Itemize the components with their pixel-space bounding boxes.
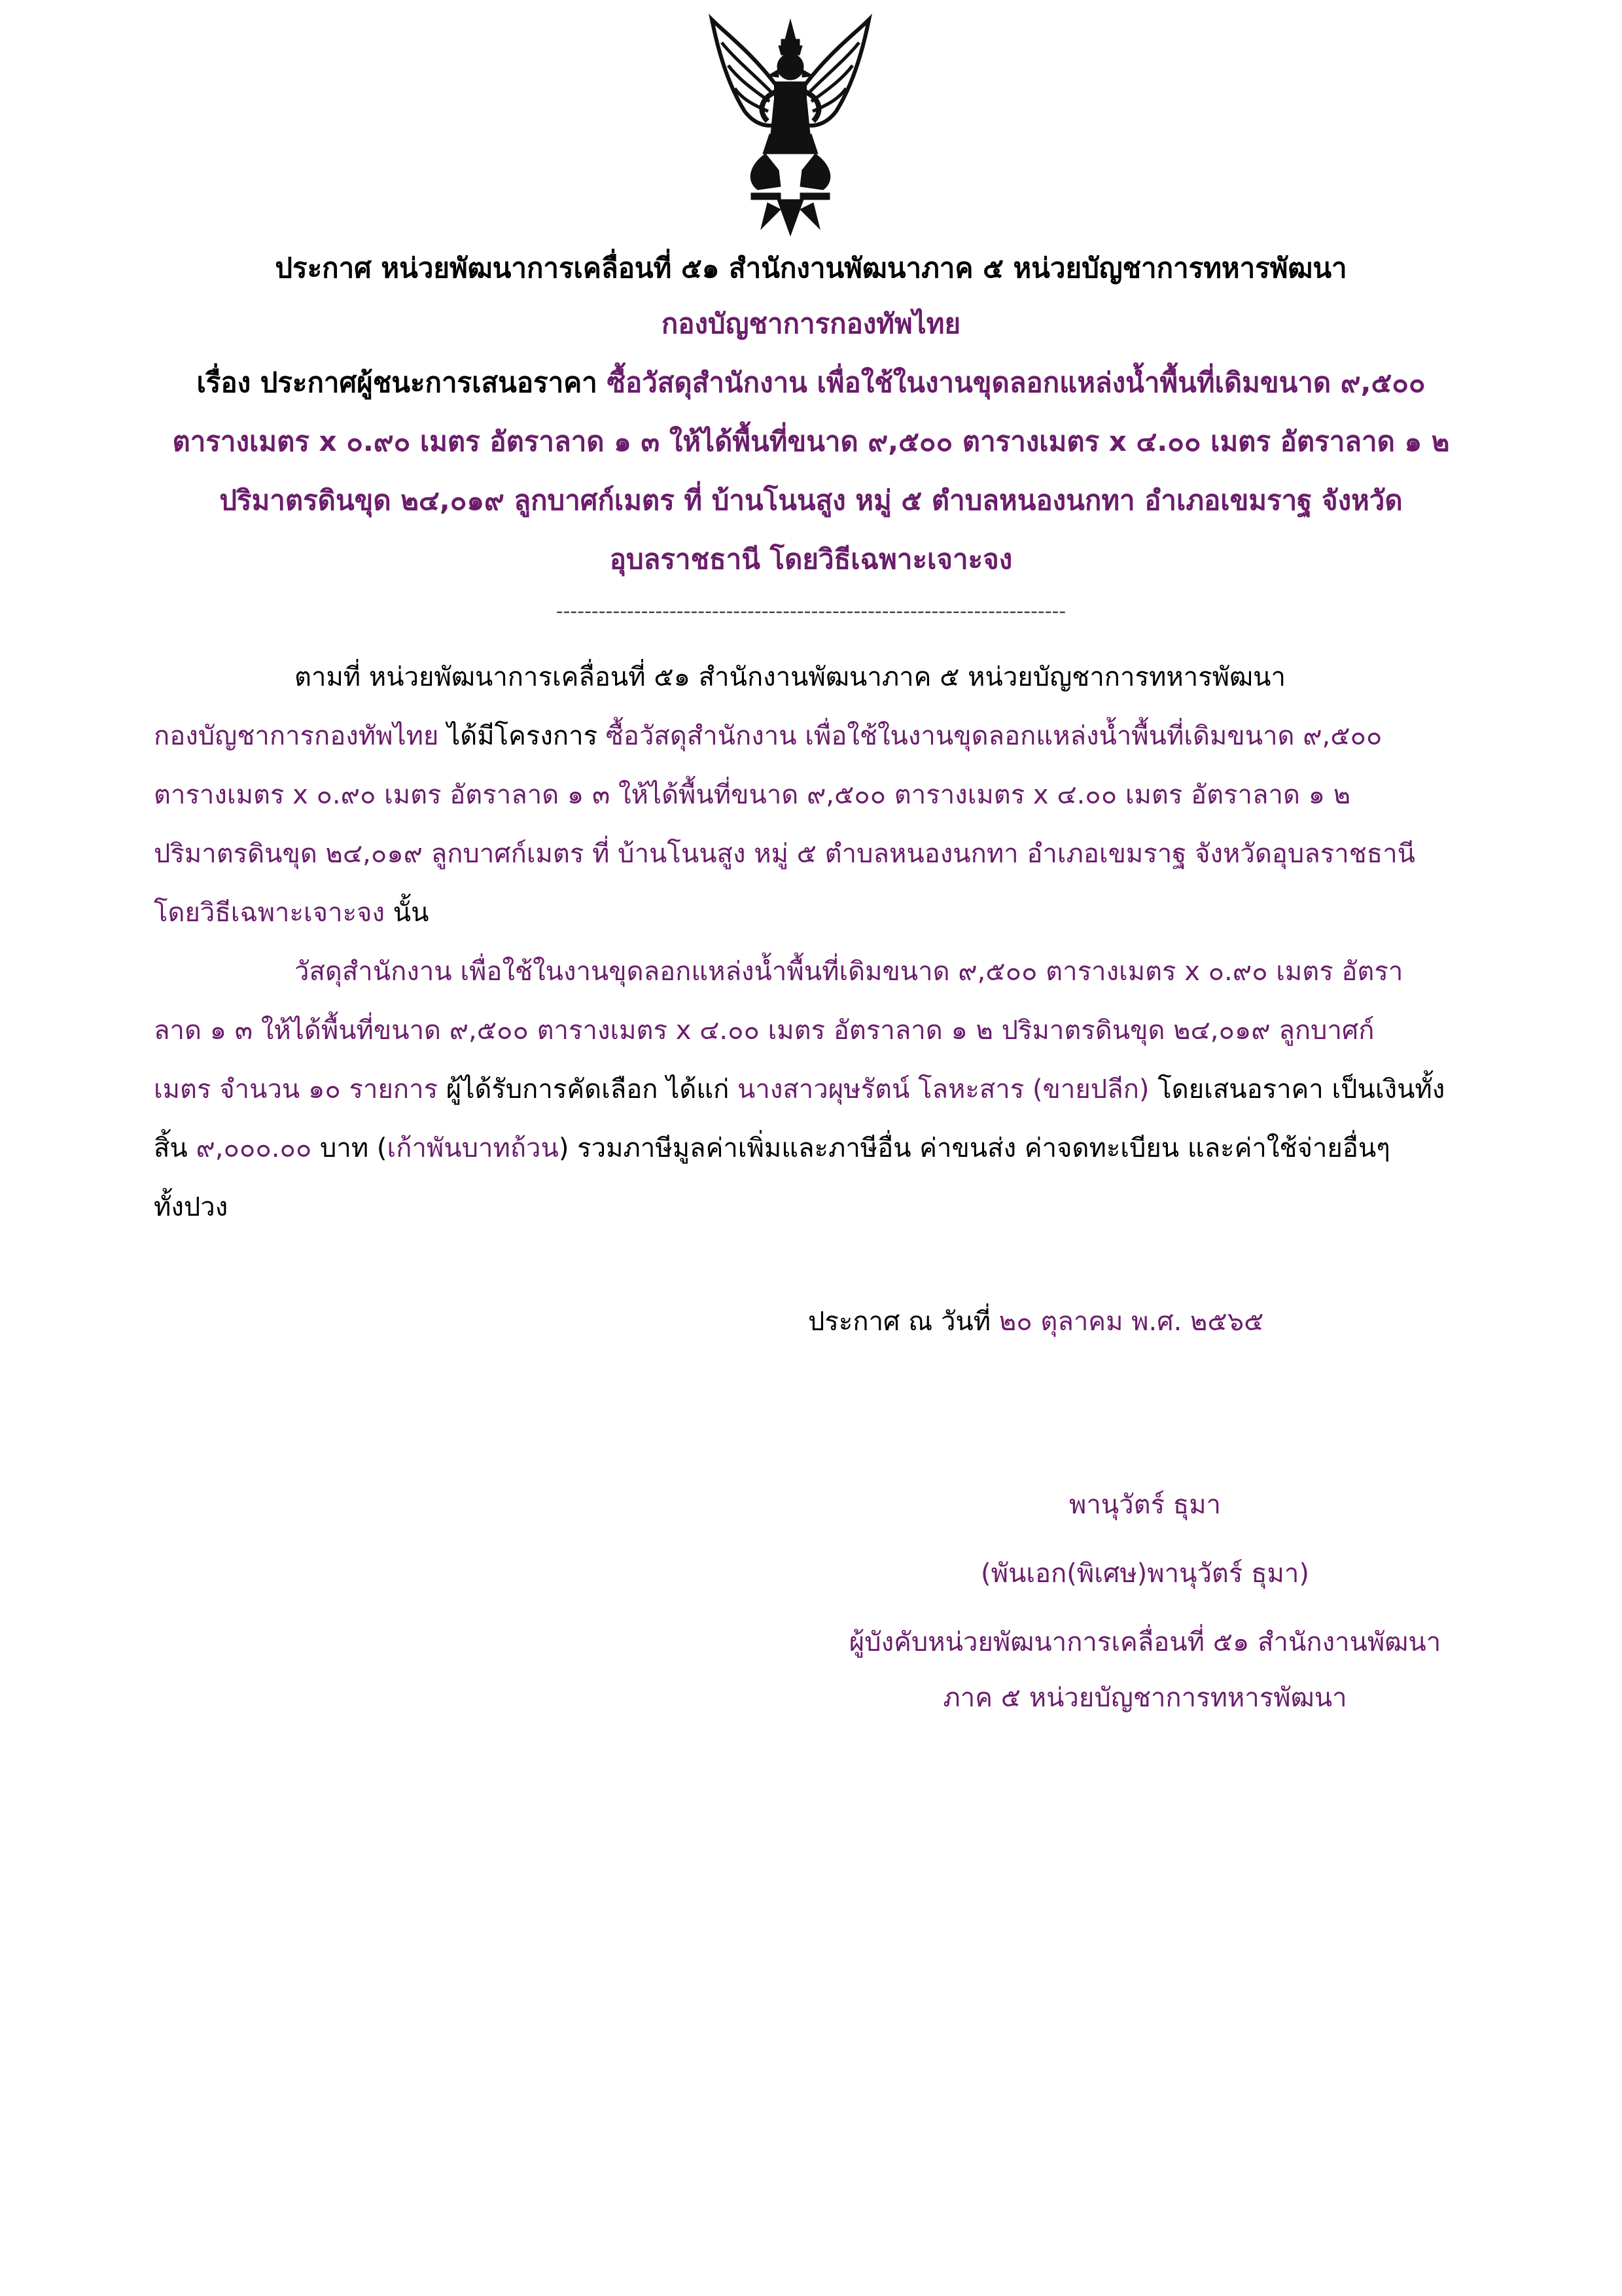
para2-price-label: โดยเสนอราคา เป็นเงินทั้ง	[1149, 1074, 1445, 1104]
subject-line-4: อุบลราชธานี โดยวิธีเฉพาะเจาะจง	[609, 543, 1013, 575]
header-line-2: กองบัญชาการกองทัพไทย	[661, 308, 961, 340]
para2-tax-note: ) รวมภาษีมูลค่าเพิ่มและภาษีอื่น ค่าขนส่ง ค่าจดทะเบียน และค่าใช้จ่ายอื่นๆ	[558, 1133, 1390, 1163]
subject-text-1: ซื้อวัสดุสำนักงาน เพื่อใช้ในงานขุดลอกแหล่งน้ำพื้นที่เดิมขนาด ๙,๕๐๐	[607, 366, 1426, 398]
subject-line-3: ปริมาตรดินขุด ๒๔,๐๑๙ ลูกบาศก์เมตร ที่ บ้านโนนสูง หมู่ ๕ ตำบลหนองนกทา อำเภอเขมราฐ จังหวัด	[219, 484, 1403, 516]
para1-line-3: ตารางเมตร x ๐.๙๐ เมตร อัตราลาด ๑ ๓ ให้ได้พื้นที่ขนาด ๙,๕๐๐ ตารางเมตร x ๔.๐๐ เมตร อัตราลาด ๑ ๒	[154, 780, 1351, 810]
signature-full-name: (พันเอก(พิเศษ)พานุวัตร์ ธุมา)	[981, 1559, 1309, 1589]
subject-line-1	[118, 363, 1504, 402]
announce-date-prefix: ประกาศ ณ วันที่	[808, 1307, 999, 1337]
para1-line-1: ตามที่ หน่วยพัฒนาการเคลื่อนที่ ๕๑ สำนักงานพัฒนาภาค ๕ หน่วยบัญชาการทหารพัฒนา	[294, 662, 1286, 692]
para1-org: กองบัญชาการกองทัพไทย	[154, 721, 439, 751]
para1-line-5	[154, 893, 429, 932]
para2-winner-label: ผู้ได้รับการคัดเลือก ได้แก่	[438, 1074, 738, 1104]
signature-name: พานุวัตร์ ธุมา	[1068, 1490, 1222, 1520]
header-line-1: ประกาศ หน่วยพัฒนาการเคลื่อนที่ ๕๑ สำนักงานพัฒนาภาค ๕ หน่วยบัญชาการทหารพัฒนา	[275, 252, 1347, 284]
para1-line-2	[154, 716, 1382, 756]
subject-line-2: ตารางเมตร x ๐.๙๐ เมตร อัตราลาด ๑ ๓ ให้ได้พื้นที่ขนาด ๙,๕๐๐ ตารางเมตร x ๔.๐๐ เมตร อัตราลาด ๑ ๒	[172, 425, 1450, 457]
para2-qty-label: เมตร จำนวน	[154, 1074, 308, 1104]
signature-position-1: ผู้บังคับหน่วยพัฒนาการเคลื่อนที่ ๕๑ สำนักงานพัฒนา	[849, 1627, 1441, 1657]
para2-winner: นางสาวผุษรัตน์ โลหะสาร (ขายปลีก)	[737, 1074, 1150, 1104]
para2-line-3	[154, 1070, 1445, 1109]
garuda-emblem-icon	[705, 13, 875, 239]
para2-line-1: วัสดุสำนักงาน เพื่อใช้ในงานขุดลอกแหล่งน้ำพื้นที่เดิมขนาด ๙,๕๐๐ ตารางเมตร x ๐.๙๐ เมตร อัตรา	[294, 957, 1403, 987]
para2-line-4	[154, 1129, 1390, 1168]
divider-line: ------------------------------------------------------------------------	[555, 600, 1067, 623]
announce-date-value: ๒๐ ตุลาคม พ.ศ. ๒๕๖๕	[998, 1307, 1264, 1337]
para1-method: โดยวิธีเฉพาะเจาะจง	[154, 898, 385, 928]
para2-qty: ๑๐	[308, 1074, 341, 1104]
para2-amount-words: เก้าพันบาทถ้วน	[387, 1133, 559, 1163]
para2-line-5: ทั้งปวง	[154, 1192, 228, 1222]
subject-prefix: เรื่อง ประกาศผู้ชนะการเสนอราคา	[196, 366, 607, 398]
para2-line-2: ลาด ๑ ๓ ให้ได้พื้นที่ขนาด ๙,๕๐๐ ตารางเมตร x ๔.๐๐ เมตร อัตราลาด ๑ ๒ ปริมาตรดินขุด ๒๔,๐๑๙ ลูกบาศก์	[154, 1016, 1375, 1046]
para1-end: นั้น	[385, 898, 429, 928]
signature-position-2: ภาค ๕ หน่วยบัญชาการทหารพัฒนา	[943, 1683, 1347, 1713]
para1-project-label: ได้มีโครงการ	[438, 721, 606, 751]
para1-line-4: ปริมาตรดินขุด ๒๔,๐๑๙ ลูกบาศก์เมตร ที่ บ้านโนนสูง หมู่ ๕ ตำบลหนองนกทา อำเภอเขมราฐ จังหวัดอุบลราชธานี	[154, 839, 1416, 869]
announce-date	[808, 1302, 1263, 1341]
para2-total-label: สิ้น	[154, 1133, 196, 1163]
para2-qty-unit: รายการ	[340, 1074, 438, 1104]
para2-amount: ๙,๐๐๐.๐๐	[196, 1133, 312, 1163]
para2-currency: บาท (	[311, 1133, 387, 1163]
para1-project-text: ซื้อวัสดุสำนักงาน เพื่อใช้ในงานขุดลอกแหล่งน้ำพื้นที่เดิมขนาด ๙,๕๐๐	[605, 721, 1383, 751]
